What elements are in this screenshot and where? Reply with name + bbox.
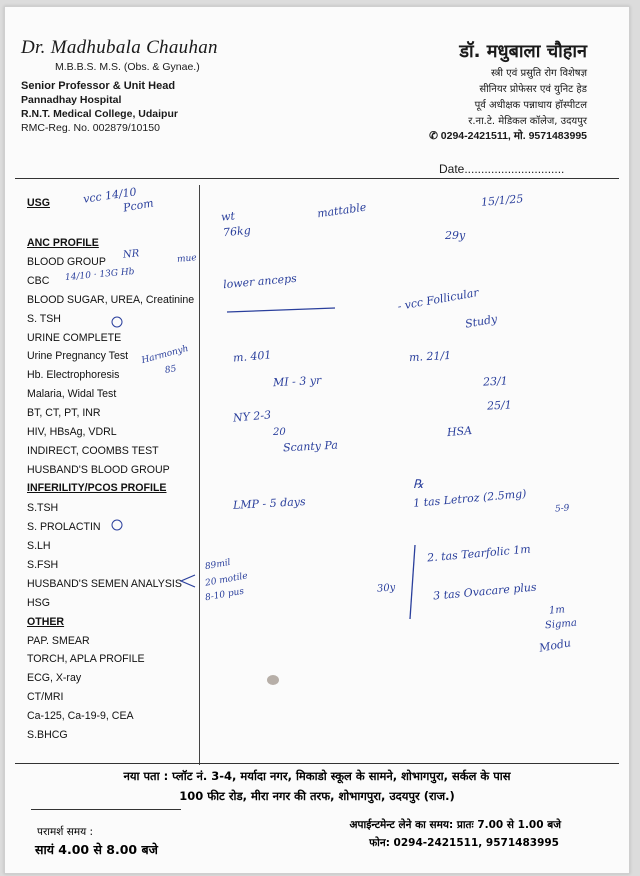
investigation-item: Ca-125, Ca-19-9, CEA xyxy=(27,710,134,722)
section-heading: USG xyxy=(27,197,50,209)
investigation-item: ECG, X-ray xyxy=(27,672,82,684)
consult-label: परामर्श समय : xyxy=(37,826,94,838)
appointment-time: अपाईन्टमेन्ट लेने का समय: प्रातः 7.00 से 1.00 बजे xyxy=(349,819,561,831)
handwritten-note: vcc 14/10 xyxy=(82,185,138,206)
handwritten-note: 76kg xyxy=(222,223,252,240)
handwritten-note: MI - 3 yr xyxy=(272,373,322,390)
handwritten-note: HSA xyxy=(446,423,473,440)
doctor-name-hi: डॉ. मधुबाला चौहान xyxy=(459,41,587,62)
investigation-item: S.TSH xyxy=(27,502,59,514)
investigation-item: HIV, HBsAg, VDRL xyxy=(27,426,117,438)
college-en: R.N.T. Medical College, Udaipur xyxy=(21,108,178,120)
handwritten-note: 1m xyxy=(548,604,566,617)
investigation-item: HSG xyxy=(27,597,50,609)
handwritten-note: lower anceps xyxy=(222,271,298,292)
investigation-item: BT, CT, PT, INR xyxy=(27,407,101,419)
handwritten-note: ℞ xyxy=(413,477,424,491)
strike-through xyxy=(227,308,335,312)
arrow-mark xyxy=(181,575,195,587)
section-heading: INFERILITY/PCOS PROFILE xyxy=(27,482,167,494)
hospital-hi: पूर्व अधीक्षक पन्नाधाय हॉस्पीटल xyxy=(474,100,587,111)
date-field: Date.............................. xyxy=(439,162,565,176)
investigation-item: S. PROLACTIN xyxy=(27,521,101,533)
handwritten-note: mattable xyxy=(316,200,368,221)
footer-divider xyxy=(15,763,619,764)
investigation-item: S.LH xyxy=(27,540,51,552)
degree-en: M.B.B.S. M.S. (Obs. & Gynae.) xyxy=(55,61,200,73)
prescription-sheet xyxy=(4,6,630,874)
specialty-hi: स्त्री एवं प्रसुति रोग विशेषज्ञ xyxy=(491,68,587,79)
handwritten-note: 20 xyxy=(273,427,286,438)
footer-short-rule xyxy=(31,809,181,810)
handwritten-note: 5-9 xyxy=(554,503,570,515)
handwritten-note: wt xyxy=(220,209,236,224)
college-hi: र.ना.टे. मेडिकल कॉलेज, उदयपुर xyxy=(468,116,587,127)
handwritten-note: 89mil xyxy=(204,557,232,573)
handwritten-note: 29y xyxy=(445,229,466,242)
circled-mark xyxy=(112,317,122,327)
doctor-name-en: Dr. Madhubala Chauhan xyxy=(21,37,218,58)
paper-stain xyxy=(267,675,279,685)
investigation-item: HUSBAND'S BLOOD GROUP xyxy=(27,464,170,476)
handwritten-note: NY 2-3 xyxy=(232,408,272,425)
investigation-item: CT/MRI xyxy=(27,691,64,703)
investigation-item: Urine Pregnancy Test xyxy=(27,350,129,362)
investigation-item: TORCH, APLA PROFILE xyxy=(27,653,145,665)
handwritten-note: Pcom xyxy=(122,196,155,215)
investigation-item: HUSBAND'S SEMEN ANALYSIS xyxy=(27,578,182,590)
handwritten-note: Study xyxy=(464,312,499,331)
address-line-1: नया पता : प्लॉट नं. 3-4, मर्यादा नगर, मिकाडो स्कूल के सामने, शोभागपुरा, सर्कल के पास xyxy=(123,769,511,783)
investigation-item: BLOOD GROUP xyxy=(27,256,106,268)
phone-hi: ✆ 0294-2421511, मो. 9571483995 xyxy=(429,130,587,142)
investigation-item: S.BHCG xyxy=(27,729,68,741)
header-divider xyxy=(15,178,619,179)
investigation-item: S. TSH xyxy=(27,313,61,325)
handwritten-note: 8-10 pus xyxy=(204,586,245,604)
handwritten-note: 23/1 xyxy=(482,374,509,389)
handwritten-note: 30y xyxy=(376,582,396,595)
handwritten-note: m. 21/1 xyxy=(408,348,452,365)
section-heading: OTHER xyxy=(27,616,65,628)
investigation-item: CBC xyxy=(27,275,50,287)
handwritten-note: Scanty Pa xyxy=(282,438,339,455)
handwritten-note: m. 401 xyxy=(232,348,272,365)
title-hi: सीनियर प्रोफेसर एवं युनिट हेड xyxy=(479,84,587,95)
investigation-item: S.FSH xyxy=(27,559,59,571)
title-en: Senior Professor & Unit Head xyxy=(21,80,176,92)
footer-phone: फोन: 0294-2421511, 9571483995 xyxy=(369,837,559,849)
investigation-item: PAP. SMEAR xyxy=(27,635,90,647)
handwritten-note: Harmonyh xyxy=(140,343,190,367)
handwritten-note: - vcc Follicular xyxy=(396,285,480,314)
handwritten-note: 20 motile xyxy=(204,571,249,589)
handwritten-note: 85 xyxy=(164,364,178,376)
handwritten-note: LMP - 5 days xyxy=(232,495,306,512)
circled-mark xyxy=(112,520,122,530)
investigation-item: URINE COMPLETE xyxy=(27,332,122,344)
doctor-header-english xyxy=(21,37,218,134)
handwritten-note: 15/1/25 xyxy=(480,192,524,209)
handwritten-note: Sigma xyxy=(544,617,578,632)
investigation-item: BLOOD SUGAR, UREA, Creatinine xyxy=(27,294,195,306)
investigation-item: Hb. Electrophoresis xyxy=(27,369,120,381)
handwritten-note: mue xyxy=(176,253,198,265)
consult-time: सायं 4.00 से 8.00 बजे xyxy=(35,842,158,857)
column-divider xyxy=(199,185,200,765)
handwritten-note: 3 tas Ovacare plus xyxy=(432,580,538,603)
section-heading: ANC PROFILE xyxy=(27,237,99,249)
hospital-en: Pannadhay Hospital xyxy=(21,94,122,106)
bracket-line xyxy=(410,545,415,619)
investigation-item: INDIRECT, COOMBS TEST xyxy=(27,445,159,457)
doctor-header-hindi xyxy=(429,39,587,143)
handwritten-note: Modu xyxy=(538,636,572,655)
handwritten-note: NR xyxy=(122,248,140,261)
investigation-item: Malaria, Widal Test xyxy=(27,388,117,400)
address-line-2: 100 फीट रोड, मीरा नगर की तरफ, शोभागपुरा, उदयपुर (राज.) xyxy=(179,789,455,803)
handwritten-note: 14/10 · 13G Hb xyxy=(64,266,135,284)
handwritten-note: 25/1 xyxy=(486,398,513,413)
handwritten-note: 2. tas Tearfolic 1m xyxy=(426,542,532,565)
handwritten-note: 1 tas Letroz (2.5mg) xyxy=(412,487,527,510)
registration-en: RMC-Reg. No. 002879/10150 xyxy=(21,122,160,134)
